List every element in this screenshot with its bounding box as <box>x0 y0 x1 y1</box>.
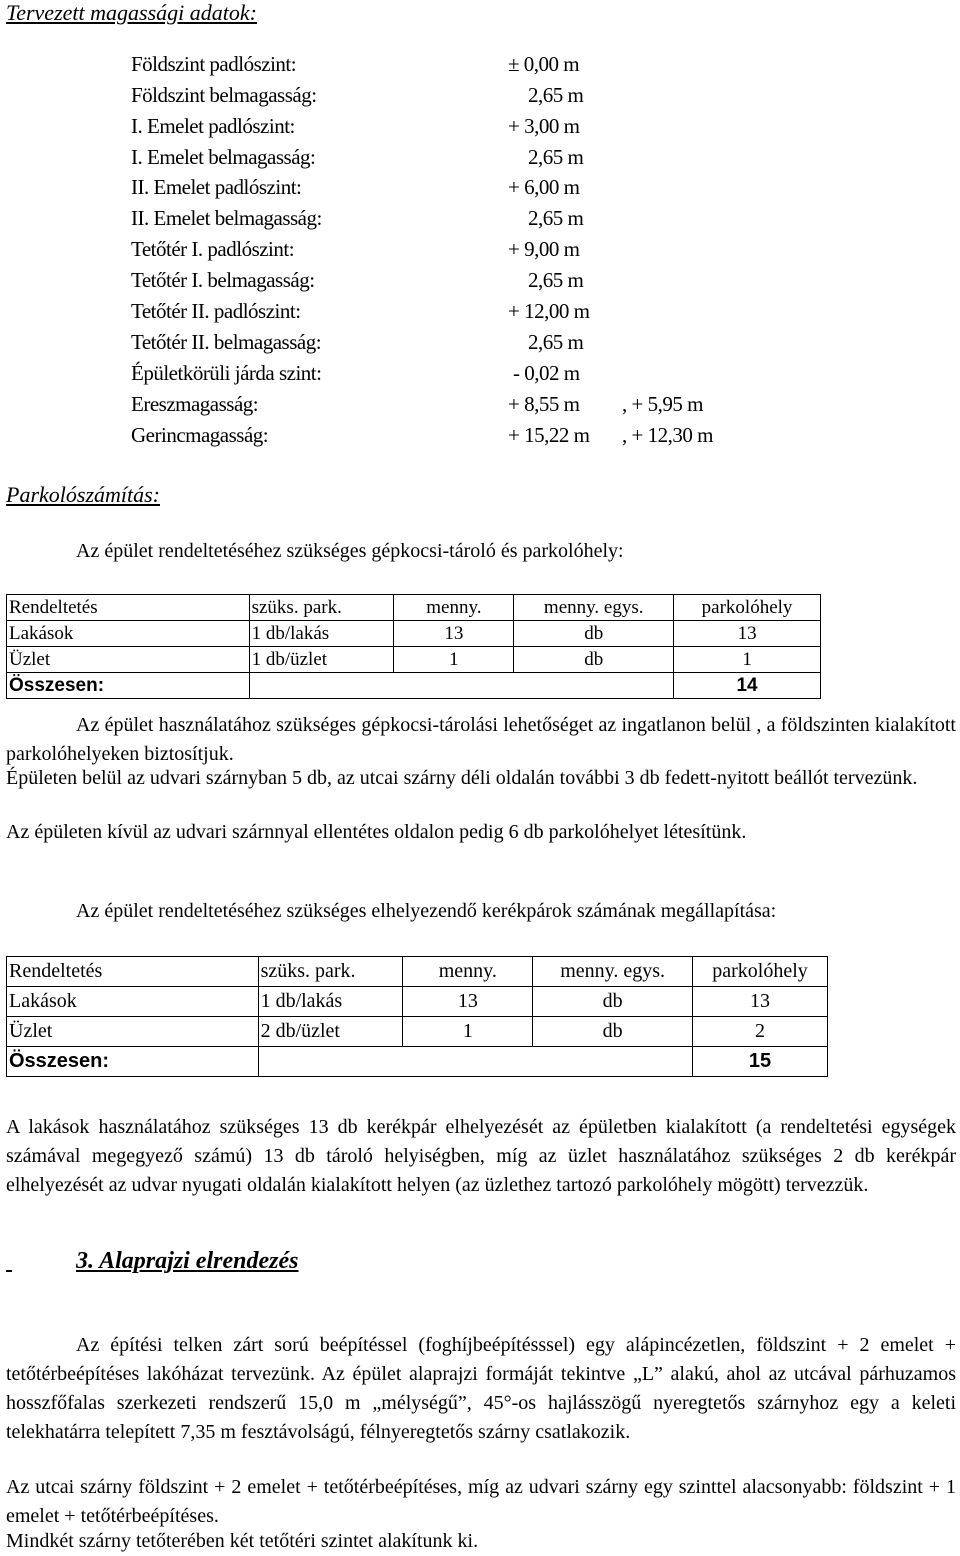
elevation-label: Ereszmagasság: <box>131 392 259 416</box>
table-cell: 2 db/üzlet <box>258 1017 403 1047</box>
elevation-label: Tetőtér I. belmagasság: <box>131 268 315 292</box>
table-cell: 13 <box>693 987 828 1017</box>
table-cell: 1 <box>674 647 821 673</box>
elevation-label: Tetőtér II. padlószint: <box>131 299 301 323</box>
elevation-label: II. Emelet belmagasság: <box>131 206 322 230</box>
table-header-cell: Rendeltetés <box>7 957 259 987</box>
elevation-value: 2,65 m <box>528 206 584 230</box>
table-cell: 1 db/lakás <box>249 621 394 647</box>
elevation-value-secondary: , + 5,95 m <box>622 392 703 416</box>
elevation-heading: Tervezett magassági adatok: <box>6 0 257 25</box>
elevation-value: 2,65 m <box>528 145 584 169</box>
elevation-value-secondary: , + 12,30 m <box>622 423 713 447</box>
table-header-row <box>7 957 828 987</box>
table-header-cell: menny. <box>403 957 533 987</box>
elevation-value: + 9,00 m <box>508 237 580 261</box>
elevation-label: Földszint belmagasság: <box>131 83 317 107</box>
table-total-row <box>7 1047 828 1077</box>
elevation-value: + 6,00 m <box>508 175 580 199</box>
table-total-row <box>7 673 821 699</box>
total-label: Összesen: <box>7 1047 259 1077</box>
section3-paragraph: Az utcai szárny földszint + 2 emelet + tetőtérbeépítéses, míg az udvari szárny egy szinttel alacsonyabb: földszint + 1 emelet + tetőtérbeépítéses. <box>6 1476 956 1527</box>
elevation-label: II. Emelet padlószint: <box>131 175 302 199</box>
elevation-label: Tetőtér II. belmagasság: <box>131 330 322 354</box>
table-cell: 13 <box>674 621 821 647</box>
elevation-value: + 8,55 m <box>508 392 580 416</box>
elevation-value: + 15,22 m <box>508 423 590 447</box>
total-spacer <box>249 673 674 699</box>
elevation-value: ± 0,00 m <box>508 52 580 76</box>
elevation-value: + 12,00 m <box>508 299 590 323</box>
parking-heading: Parkolószámítás: <box>6 482 160 507</box>
table-cell: 1 db/lakás <box>258 987 403 1017</box>
table-cell: 13 <box>403 987 533 1017</box>
elevation-label: I. Emelet padlószint: <box>131 114 295 138</box>
table-cell: db <box>533 1017 693 1047</box>
elevation-label: Gerincmagasság: <box>131 423 269 447</box>
elevation-label: Tetőtér I. padlószint: <box>131 237 295 261</box>
table-cell: Lakások <box>7 621 250 647</box>
table-cell: 1 db/üzlet <box>249 647 394 673</box>
table-cell: db <box>533 987 693 1017</box>
elevation-value: 2,65 m <box>528 83 584 107</box>
table-header-row <box>7 595 821 621</box>
section3-heading <box>6 1248 298 1275</box>
parking-table <box>6 594 821 699</box>
elevation-label: Épületkörüli járda szint: <box>131 361 322 385</box>
parking-text-paragraph: Az épület használatához szükséges gépkocsi-tárolási lehetőséget az ingatlanon belül , a földszinten kialakított parkolóhelyeken biztosítjuk. <box>6 714 956 765</box>
total-value: 15 <box>693 1047 828 1077</box>
parking-intro: Az épület rendeltetéséhez szükséges gépkocsi-tároló és parkolóhely: <box>76 540 624 562</box>
elevation-value: + 3,00 m <box>508 114 580 138</box>
elevation-label: Földszint padlószint: <box>131 52 297 76</box>
table-cell: db <box>514 621 674 647</box>
table-cell: Lakások <box>7 987 259 1017</box>
bike-intro: Az épület rendeltetéséhez szükséges elhelyezendő kerékpárok számának megállapítása: <box>76 900 777 922</box>
section3-paragraph: Mindkét szárny tetőterében két tetőtéri szintet alakítunk ki. <box>6 1530 479 1552</box>
table-row <box>7 1017 828 1047</box>
table-header-cell: menny. <box>394 595 514 621</box>
total-value: 14 <box>674 673 821 699</box>
table-cell: Üzlet <box>7 1017 259 1047</box>
table-cell: 1 <box>403 1017 533 1047</box>
table-row <box>7 647 821 673</box>
section3-paragraph: Az építési telken zárt sorú beépítéssel (foghíjbeépítésssel) egy alápincézetlen, földszint + 2 emelet + tetőtérbeépítéses lakóházat tervezünk. Az épület alaprajzi formáját tekintve „L” alakú, ahol az utcával párhuzamos hosszfőfalas szerkezeti rendszerű 15,0 m „mélységű”, 45°-os hajlásszögű nyeregtetős szárnyhoz egy a keleti telekhatárra telepített 7,35 m fesztávolságú, félnyeregtetős szárny csatlakozik. <box>6 1334 956 1443</box>
table-header-cell: szüks. park. <box>258 957 403 987</box>
elevation-value: - 0,02 m <box>513 361 580 385</box>
table-row <box>7 621 821 647</box>
bike-table <box>6 956 828 1077</box>
elevation-value: 2,65 m <box>528 268 584 292</box>
elevation-value: 2,65 m <box>528 330 584 354</box>
table-cell: Üzlet <box>7 647 250 673</box>
table-cell: 13 <box>394 621 514 647</box>
table-header-cell: Rendeltetés <box>7 595 250 621</box>
table-header-cell: parkolóhely <box>693 957 828 987</box>
table-row <box>7 987 828 1017</box>
bike-text-paragraph: A lakások használatához szükséges 13 db kerékpár elhelyezését az épületben kialakított (a rendeltetési egységek számával megegyező számú) 13 db tároló helyiségben, míg az üzlet használatához szükséges 2 db kerékpár elhelyezését az udvar nyugati oldalán kialakított helyen (az üzlethez tartozó parkolóhely mögött) tervezzük. <box>6 1116 956 1196</box>
table-header-cell: menny. egys. <box>514 595 674 621</box>
parking-text-paragraph: Épületen belül az udvari szárnyban 5 db, az utcai szárny déli oldalán további 3 db fedett-nyitott beállót tervezünk. <box>6 767 918 789</box>
table-header-cell: menny. egys. <box>533 957 693 987</box>
total-label: Összesen: <box>7 673 250 699</box>
table-cell: db <box>514 647 674 673</box>
parking-text-paragraph: Az épületen kívül az udvari szárnnyal ellentétes oldalon pedig 6 db parkolóhelyet létesítünk. <box>6 821 747 843</box>
table-cell: 1 <box>394 647 514 673</box>
total-spacer <box>258 1047 693 1077</box>
section3-heading-text: 3. Alaprajzi elrendezés <box>76 1248 299 1274</box>
elevation-label: I. Emelet belmagasság: <box>131 145 316 169</box>
table-cell: 2 <box>693 1017 828 1047</box>
table-header-cell: parkolóhely <box>674 595 821 621</box>
table-header-cell: szüks. park. <box>249 595 394 621</box>
